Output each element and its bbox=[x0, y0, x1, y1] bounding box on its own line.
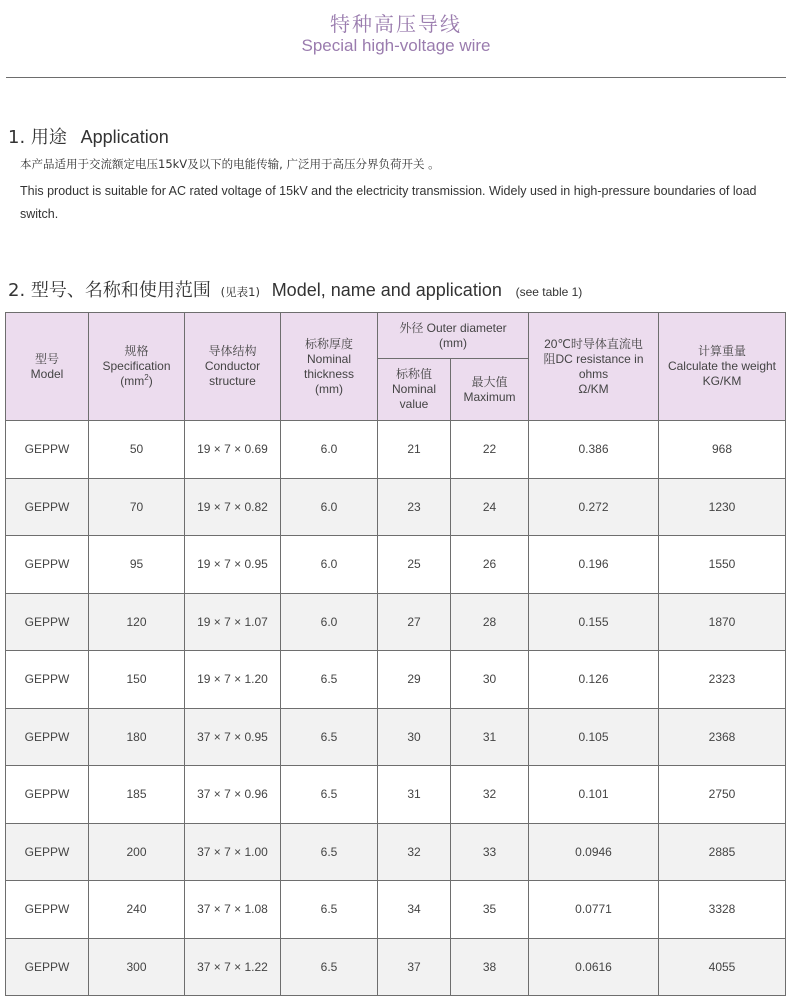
header-thickness-en2: thickness bbox=[303, 366, 355, 381]
cell-thickness: 6.5 bbox=[281, 708, 378, 766]
cell-conductor: 37 × 7 × 1.00 bbox=[185, 823, 281, 881]
cell-nominal: 37 bbox=[378, 938, 451, 996]
cell-conductor: 37 × 7 × 1.22 bbox=[185, 938, 281, 996]
header-thickness-cn: 标称厚度 bbox=[304, 336, 353, 351]
header-weight bbox=[659, 313, 786, 421]
cell-resistance: 0.155 bbox=[529, 593, 659, 651]
section-title-en: Application bbox=[80, 127, 169, 147]
header-spec-en: Specification bbox=[102, 359, 171, 373]
section-number: 1. bbox=[8, 127, 26, 148]
table-ref-note-en: (see table 1) bbox=[515, 285, 583, 299]
cell-model: GEPPW bbox=[6, 651, 89, 709]
spec-table bbox=[5, 312, 786, 996]
header-resistance-l2: 阻DC resistance in bbox=[543, 351, 644, 366]
cell-thickness: 6.0 bbox=[281, 536, 378, 594]
cell-max: 33 bbox=[451, 823, 529, 881]
spec-unit-close: ) bbox=[148, 374, 153, 388]
header-specification bbox=[89, 313, 185, 421]
cell-weight: 1230 bbox=[659, 478, 786, 536]
application-text-en: This product is suitable for AC rated voltage of 15kV and the electricity transmission. Widely used in high-pressure boundaries of load switch. bbox=[20, 184, 757, 221]
spec-unit-sup: 2 bbox=[144, 373, 149, 382]
cell-spec: 150 bbox=[89, 651, 185, 709]
section-title-cn: 用途 bbox=[30, 127, 67, 148]
cell-conductor: 19 × 7 × 0.69 bbox=[185, 421, 281, 479]
header-weight-en: Calculate the weight bbox=[667, 359, 777, 373]
cell-spec: 180 bbox=[89, 708, 185, 766]
cell-resistance: 0.0616 bbox=[529, 938, 659, 996]
cell-nominal: 25 bbox=[378, 536, 451, 594]
header-thickness-unit: (mm) bbox=[315, 381, 343, 396]
cell-model: GEPPW bbox=[6, 708, 89, 766]
cell-weight: 1870 bbox=[659, 593, 786, 651]
table-row bbox=[6, 421, 786, 479]
cell-thickness: 6.5 bbox=[281, 938, 378, 996]
cell-spec: 185 bbox=[89, 766, 185, 824]
header-conductor-en2: structure bbox=[209, 374, 256, 388]
section-title-en: Model, name and application bbox=[271, 280, 502, 300]
header-conductor-en1: Conductor bbox=[204, 359, 261, 373]
table-header-row bbox=[6, 313, 786, 359]
header-model-cn: 型号 bbox=[34, 351, 59, 366]
table-body bbox=[6, 421, 786, 996]
table-row bbox=[6, 708, 786, 766]
cell-nominal: 21 bbox=[378, 421, 451, 479]
cell-max: 30 bbox=[451, 651, 529, 709]
cell-resistance: 0.0946 bbox=[529, 823, 659, 881]
cell-resistance: 0.272 bbox=[529, 478, 659, 536]
header-max-en: Maximum bbox=[463, 389, 516, 404]
cell-resistance: 0.386 bbox=[529, 421, 659, 479]
table-row bbox=[6, 593, 786, 651]
header-max-cn: 最大值 bbox=[471, 374, 508, 389]
cell-nominal: 27 bbox=[378, 593, 451, 651]
cell-resistance: 0.196 bbox=[529, 536, 659, 594]
header-resistance-l1: 20℃时导体直流电 bbox=[544, 336, 643, 351]
cell-model: GEPPW bbox=[6, 593, 89, 651]
header-thickness-en1: Nominal bbox=[306, 351, 351, 366]
table-row bbox=[6, 881, 786, 939]
cell-model: GEPPW bbox=[6, 421, 89, 479]
header-model-en: Model bbox=[30, 366, 64, 381]
header-od-unit: (mm) bbox=[439, 335, 467, 350]
section-application-heading bbox=[8, 123, 169, 149]
cell-weight: 4055 bbox=[659, 938, 786, 996]
cell-model: GEPPW bbox=[6, 478, 89, 536]
cell-resistance: 0.0771 bbox=[529, 881, 659, 939]
header-spec-cn: 规格 bbox=[124, 344, 149, 358]
cell-spec: 300 bbox=[89, 938, 185, 996]
header-nominal-en2: value bbox=[399, 397, 429, 411]
cell-model: GEPPW bbox=[6, 881, 89, 939]
cell-max: 38 bbox=[451, 938, 529, 996]
cell-max: 31 bbox=[451, 708, 529, 766]
cell-conductor: 37 × 7 × 1.08 bbox=[185, 881, 281, 939]
header-weight-unit: KG/KM bbox=[702, 374, 742, 388]
cell-model: GEPPW bbox=[6, 766, 89, 824]
header-divider bbox=[6, 77, 786, 78]
cell-resistance: 0.126 bbox=[529, 651, 659, 709]
cell-thickness: 6.0 bbox=[281, 421, 378, 479]
header-nominal-en1: Nominal bbox=[391, 382, 436, 396]
cell-model: GEPPW bbox=[6, 938, 89, 996]
cell-conductor: 19 × 7 × 1.20 bbox=[185, 651, 281, 709]
cell-nominal: 23 bbox=[378, 478, 451, 536]
cell-thickness: 6.0 bbox=[281, 478, 378, 536]
header-maximum bbox=[451, 359, 529, 421]
cell-model: GEPPW bbox=[6, 823, 89, 881]
cell-conductor: 37 × 7 × 0.96 bbox=[185, 766, 281, 824]
cell-max: 28 bbox=[451, 593, 529, 651]
cell-weight: 1550 bbox=[659, 536, 786, 594]
cell-nominal: 30 bbox=[378, 708, 451, 766]
cell-conductor: 19 × 7 × 0.82 bbox=[185, 478, 281, 536]
header-spec-unit bbox=[91, 374, 182, 389]
header-od-title: 外径 Outer diameter bbox=[399, 320, 507, 335]
header-conductor bbox=[185, 313, 281, 421]
header-weight-cn: 计算重量 bbox=[697, 344, 746, 358]
section-title-cn: 型号、名称和使用范围 bbox=[30, 280, 211, 301]
cell-thickness: 6.5 bbox=[281, 823, 378, 881]
section-number: 2. bbox=[8, 280, 26, 301]
cell-nominal: 32 bbox=[378, 823, 451, 881]
cell-nominal: 34 bbox=[378, 881, 451, 939]
cell-resistance: 0.105 bbox=[529, 708, 659, 766]
cell-nominal: 31 bbox=[378, 766, 451, 824]
cell-thickness: 6.5 bbox=[281, 651, 378, 709]
cell-nominal: 29 bbox=[378, 651, 451, 709]
cell-model: GEPPW bbox=[6, 536, 89, 594]
cell-conductor: 19 × 7 × 1.07 bbox=[185, 593, 281, 651]
cell-spec: 70 bbox=[89, 478, 185, 536]
cell-thickness: 6.5 bbox=[281, 766, 378, 824]
header-conductor-cn: 导体结构 bbox=[208, 344, 257, 358]
application-text-cn: 本产品适用于交流额定电压15kV及以下的电能传输, 广泛用于高压分界负荷开关 。 bbox=[20, 157, 440, 171]
cell-spec: 95 bbox=[89, 536, 185, 594]
cell-weight: 2750 bbox=[659, 766, 786, 824]
spec-unit-text: (mm bbox=[120, 374, 145, 388]
header-resistance-l3: ohms bbox=[578, 366, 609, 381]
cell-spec: 240 bbox=[89, 881, 185, 939]
cell-spec: 120 bbox=[89, 593, 185, 651]
cell-max: 22 bbox=[451, 421, 529, 479]
header-nominal-cn: 标称值 bbox=[395, 367, 432, 381]
table-row bbox=[6, 651, 786, 709]
cell-thickness: 6.0 bbox=[281, 593, 378, 651]
cell-weight: 3328 bbox=[659, 881, 786, 939]
cell-weight: 2368 bbox=[659, 708, 786, 766]
header-resistance-l4: Ω/KM bbox=[578, 381, 609, 396]
page-title-cn: 特种高压导线 bbox=[330, 12, 462, 36]
table-row bbox=[6, 766, 786, 824]
cell-max: 26 bbox=[451, 536, 529, 594]
section-model-heading bbox=[8, 276, 582, 302]
table-row bbox=[6, 823, 786, 881]
cell-max: 32 bbox=[451, 766, 529, 824]
cell-thickness: 6.5 bbox=[281, 881, 378, 939]
cell-spec: 50 bbox=[89, 421, 185, 479]
table-ref-note-cn: (见表1) bbox=[220, 285, 260, 299]
page-title-en: Special high-voltage wire bbox=[301, 36, 491, 55]
table-row bbox=[6, 536, 786, 594]
table-row bbox=[6, 938, 786, 996]
cell-resistance: 0.101 bbox=[529, 766, 659, 824]
header-resistance bbox=[529, 313, 659, 421]
cell-weight: 968 bbox=[659, 421, 786, 479]
cell-weight: 2885 bbox=[659, 823, 786, 881]
header-thickness bbox=[281, 313, 378, 421]
cell-max: 24 bbox=[451, 478, 529, 536]
cell-weight: 2323 bbox=[659, 651, 786, 709]
header-model bbox=[6, 313, 89, 421]
cell-conductor: 19 × 7 × 0.95 bbox=[185, 536, 281, 594]
cell-conductor: 37 × 7 × 0.95 bbox=[185, 708, 281, 766]
header-nominal bbox=[378, 359, 451, 421]
cell-max: 35 bbox=[451, 881, 529, 939]
cell-spec: 200 bbox=[89, 823, 185, 881]
table-row bbox=[6, 478, 786, 536]
header-outer-diameter bbox=[378, 313, 529, 359]
